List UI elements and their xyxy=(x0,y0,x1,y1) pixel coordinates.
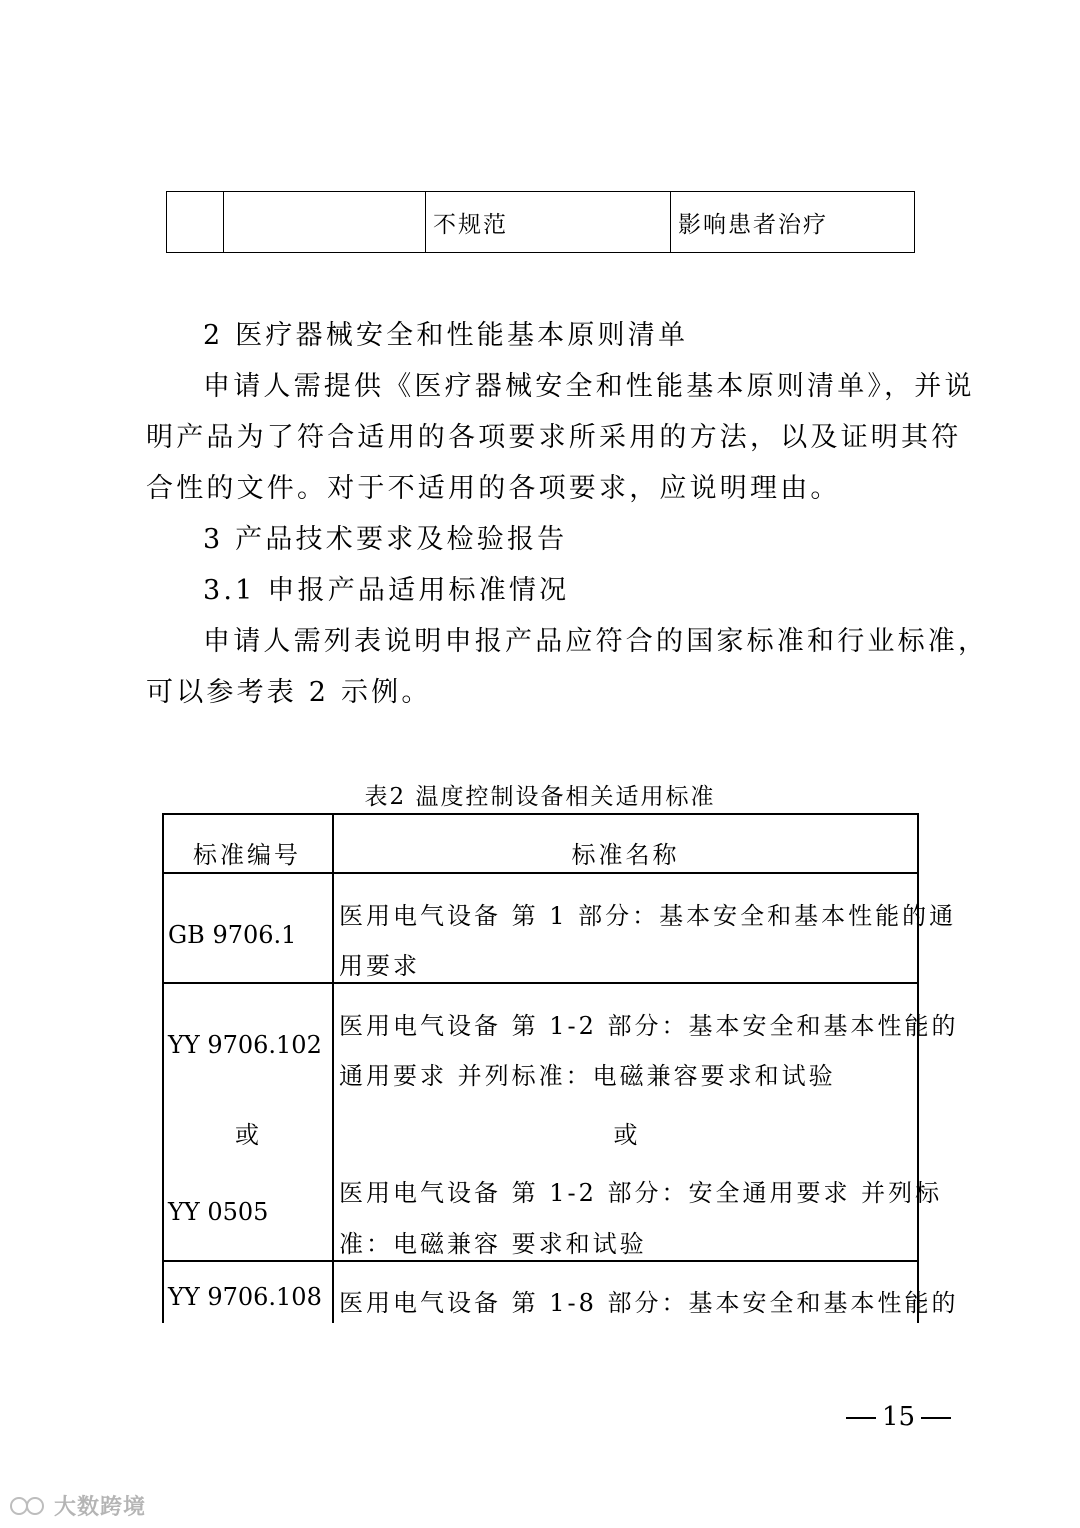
watermark-text: 大数跨境 xyxy=(54,1495,147,1520)
standard-code: YY 0505 xyxy=(168,1198,269,1226)
subsection-heading: 3.1 申报产品适用标准情况 xyxy=(203,575,570,606)
standards-table xyxy=(162,813,959,1323)
standard-name-line: 医用电气设备 第 1-8 部分：基本安全和基本性能的 xyxy=(339,1289,959,1317)
standard-name-line: 医用电气设备 第 1 部分：基本安全和基本性能的通 xyxy=(339,902,957,930)
page-number-text: 15 xyxy=(882,1402,916,1432)
table-divider xyxy=(670,192,671,252)
dash-decoration xyxy=(846,1417,876,1419)
column-header: 标准编号 xyxy=(193,841,301,869)
paragraph-line: 合性的文件。对于不适用的各项要求，应说明理由。 xyxy=(146,473,841,504)
standard-name-line: 医用电气设备 第 1-2 部分：基本安全和基本性能的 xyxy=(339,1012,959,1040)
table-border xyxy=(917,813,919,1323)
continued-table-fragment xyxy=(166,191,915,253)
standard-name-line: 用要求 xyxy=(339,952,420,980)
table-divider xyxy=(425,192,426,252)
column-header: 标准名称 xyxy=(571,841,680,869)
standard-name-line: 医用电气设备 第 1-2 部分：安全通用要求 并列标 xyxy=(339,1179,943,1207)
table-row-divider xyxy=(162,872,919,874)
table-border xyxy=(162,813,164,1323)
dash-decoration xyxy=(921,1417,951,1419)
watermark xyxy=(8,1490,146,1521)
table-divider xyxy=(223,192,224,252)
paragraph-line: 明产品为了符合适用的各项要求所采用的方法，以及证明其符 xyxy=(146,422,962,453)
or-label: 或 xyxy=(235,1121,259,1149)
table-row-divider xyxy=(162,1260,919,1262)
standard-code: YY 9706.108 xyxy=(168,1283,322,1311)
table-caption: 表2 温度控制设备相关适用标准 xyxy=(364,784,716,810)
or-label: 或 xyxy=(613,1121,638,1149)
watermark-logo-icon xyxy=(8,1493,48,1519)
standard-code: YY 9706.102 xyxy=(168,1031,322,1059)
section-heading: 3 产品技术要求及检验报告 xyxy=(203,524,568,555)
table-cell: 影响患者治疗 xyxy=(678,212,828,238)
paragraph-line: 申请人需列表说明申报产品应符合的国家标准和行业标准， xyxy=(203,626,989,657)
standard-code: GB 9706.1 xyxy=(168,921,297,949)
table-border xyxy=(162,813,919,815)
standard-name-line: 通用要求 并列标准：电磁兼容要求和试验 xyxy=(339,1062,836,1090)
standard-name-line: 准：电磁兼容 要求和试验 xyxy=(339,1230,647,1258)
paragraph-line: 可以参考表 2 示例。 xyxy=(146,677,432,708)
table-row-divider xyxy=(162,982,919,984)
paragraph-line: 申请人需提供《医疗器械安全和性能基本原则清单》，并说 xyxy=(203,371,975,402)
page-number xyxy=(840,1402,957,1432)
table-column-divider xyxy=(332,813,334,1323)
table-cell: 不规范 xyxy=(433,212,508,238)
section-heading: 2 医疗器械安全和性能基本原则清单 xyxy=(203,320,689,351)
